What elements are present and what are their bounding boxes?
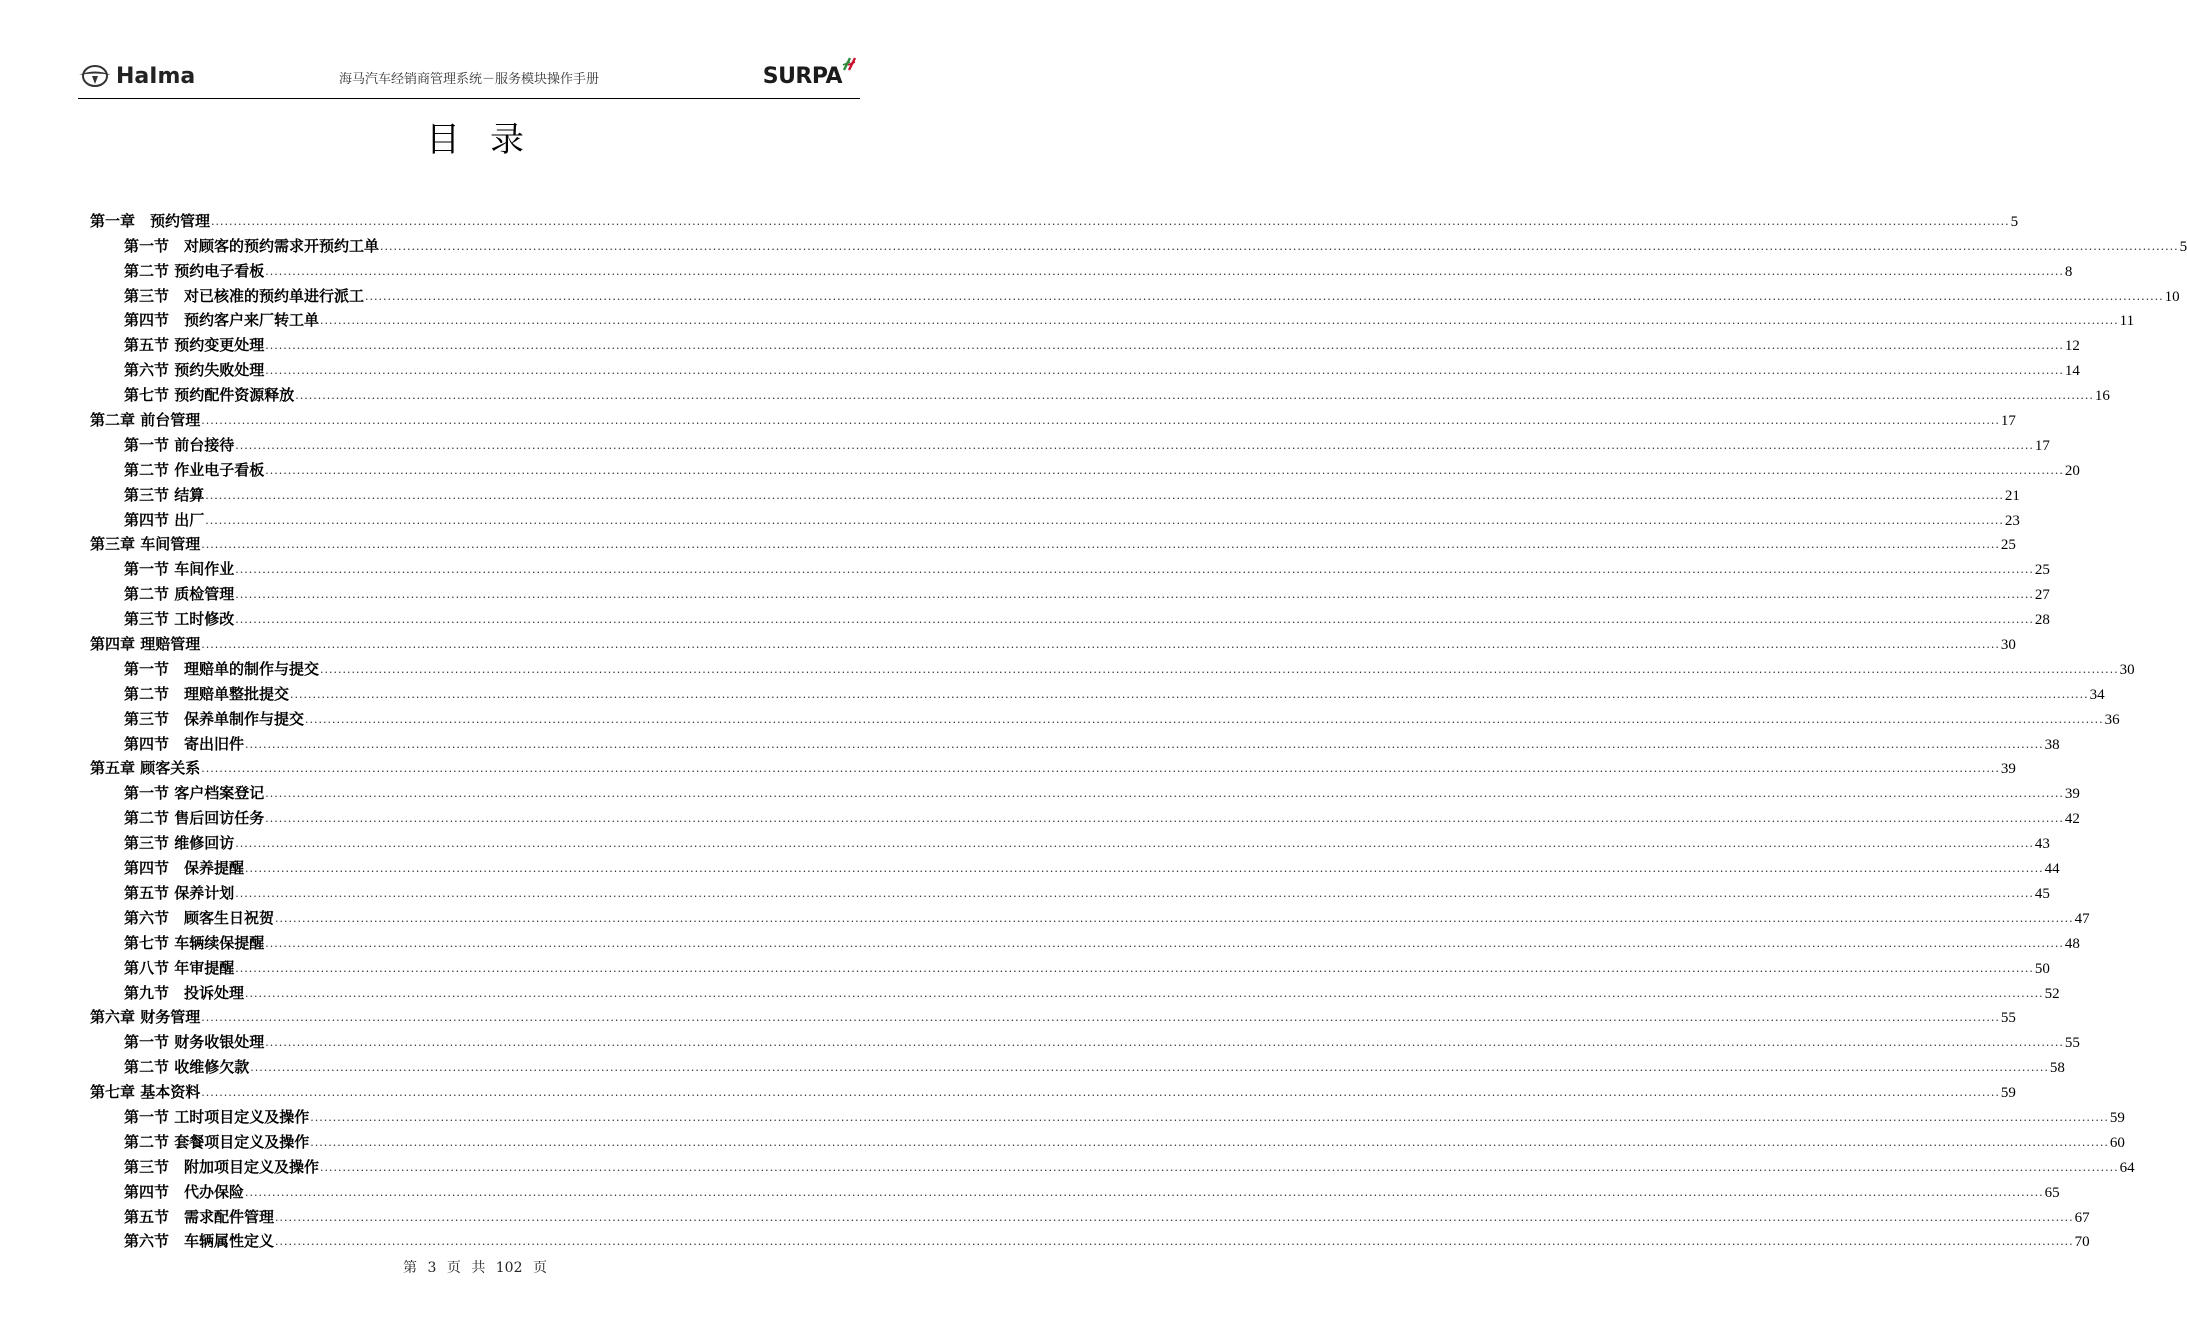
footer-prefix: 第 (403, 1260, 418, 1276)
toc-page-number: 59 (2109, 1109, 2125, 1126)
toc-dot-leader: ................................................................................................................................................................................................................................................................................................................................................................................................................ (245, 986, 2044, 1000)
toc-page-number: 50 (2034, 960, 2050, 977)
toc-section-entry[interactable] (90, 505, 2020, 530)
toc-entry-label: 第二节 理赔单整批提交 (124, 684, 290, 703)
toc-dot-leader: ................................................................................................................................................................................................................................................................................................................................................................................................................ (235, 613, 2034, 627)
toc-page-number: 67 (2074, 1209, 2090, 1226)
toc-section-entry[interactable] (90, 928, 2080, 953)
footer-mid1: 页 (446, 1260, 461, 1276)
toc-section-entry[interactable] (90, 1227, 2090, 1252)
toc-page-number: 25 (2000, 537, 2016, 554)
toc-page-number: 59 (2000, 1085, 2016, 1102)
toc-page-number: 30 (2000, 637, 2016, 654)
toc-section-entry[interactable] (90, 306, 2135, 331)
toc-section-entry[interactable] (90, 1102, 2125, 1127)
toc-entry-label: 第六节 车辆属性定义 (124, 1232, 275, 1251)
toc-entry-label: 第五节 需求配件管理 (124, 1207, 275, 1226)
toc-section-entry[interactable] (90, 480, 2020, 505)
toc-section-entry[interactable] (90, 953, 2050, 978)
toc-dot-leader: ................................................................................................................................................................................................................................................................................................................................................................................................................ (250, 1061, 2049, 1075)
toc-dot-leader: ................................................................................................................................................................................................................................................................................................................................................................................................................ (245, 737, 2044, 751)
footer-total-pages: 102 (495, 1260, 523, 1276)
toc-dot-leader: ................................................................................................................................................................................................................................................................................................................................................................................................................ (305, 712, 2104, 726)
toc-page-number: 28 (2034, 612, 2050, 629)
toc-entry-label: 第六节 预约失败处理 (124, 361, 265, 380)
toc-section-entry[interactable] (90, 430, 2050, 455)
toc-section-entry[interactable] (90, 828, 2050, 853)
toc-page-number: 25 (2034, 562, 2050, 579)
toc-entry-label: 第五节 预约变更处理 (124, 336, 265, 355)
toc-entry-label: 第六章 财务管理 (90, 1008, 201, 1027)
toc-page-number: 34 (2089, 686, 2105, 703)
haima-wordmark: HaIma (116, 63, 196, 89)
toc-section-entry[interactable] (90, 1152, 2135, 1177)
toc-dot-leader: ................................................................................................................................................................................................................................................................................................................................................................................................................ (201, 538, 2000, 552)
surpa-mark-icon (838, 56, 860, 78)
toc-page-number: 39 (2064, 786, 2080, 803)
toc-dot-leader: ................................................................................................................................................................................................................................................................................................................................................................................................................ (295, 389, 2094, 403)
toc-chapter-entry[interactable] (90, 405, 2016, 430)
toc-dot-leader: ................................................................................................................................................................................................................................................................................................................................................................................................................ (245, 1185, 2044, 1199)
toc-entry-label: 第七节 预约配件资源释放 (124, 386, 295, 405)
toc-chapter-entry[interactable] (90, 629, 2016, 654)
toc-entry-label: 第二节 作业电子看板 (124, 460, 265, 479)
toc-dot-leader: ................................................................................................................................................................................................................................................................................................................................................................................................................ (265, 339, 2064, 353)
toc-section-entry[interactable] (90, 1027, 2080, 1052)
toc-entry-label: 第二节 预约电子看板 (124, 261, 265, 280)
toc-page-number: 16 (2094, 388, 2110, 405)
toc-dot-leader: ................................................................................................................................................................................................................................................................................................................................................................................................................ (310, 1135, 2109, 1149)
toc-dot-leader: ................................................................................................................................................................................................................................................................................................................................................................................................................ (265, 364, 2064, 378)
toc-entry-label: 第四节 寄出旧件 (124, 734, 245, 753)
toc-section-entry[interactable] (90, 1127, 2125, 1152)
toc-page-number: 48 (2064, 935, 2080, 952)
toc-entry-label: 第四节 保养提醒 (124, 859, 245, 878)
toc-page-number: 8 (2064, 263, 2073, 280)
toc-entry-label: 第一节 车间作业 (124, 560, 235, 579)
toc-dot-leader: ................................................................................................................................................................................................................................................................................................................................................................................................................ (205, 513, 2004, 527)
toc-page-number: 42 (2064, 811, 2080, 828)
toc-page-number: 23 (2004, 512, 2020, 529)
toc-section-entry[interactable] (90, 380, 2110, 405)
toc-page-number: 17 (2034, 437, 2050, 454)
toc-page-number: 5 (2179, 238, 2187, 255)
toc-section-entry[interactable] (90, 256, 2073, 281)
toc-dot-leader: ................................................................................................................................................................................................................................................................................................................................................................................................................ (201, 414, 2000, 428)
toc-dot-leader: ................................................................................................................................................................................................................................................................................................................................................................................................................ (201, 1011, 2000, 1025)
toc-dot-leader: ................................................................................................................................................................................................................................................................................................................................................................................................................ (265, 1036, 2064, 1050)
toc-dot-leader: ................................................................................................................................................................................................................................................................................................................................................................................................................ (235, 886, 2034, 900)
toc-entry-label: 第三节 保养单制作与提交 (124, 709, 305, 728)
toc-entry-label: 第四节 预约客户来厂转工单 (124, 311, 320, 330)
toc-page-number: 64 (2119, 1159, 2135, 1176)
toc-dot-leader: ................................................................................................................................................................................................................................................................................................................................................................................................................ (235, 837, 2034, 851)
toc-page-number: 14 (2064, 363, 2080, 380)
toc-entry-label: 第二节 收维修欠款 (124, 1058, 250, 1077)
toc-page-number: 55 (2064, 1035, 2080, 1052)
toc-section-entry[interactable] (90, 355, 2080, 380)
toc-page-number: 47 (2074, 910, 2090, 927)
toc-section-entry[interactable] (90, 455, 2080, 480)
toc-dot-leader: ................................................................................................................................................................................................................................................................................................................................................................................................................ (365, 289, 2164, 303)
toc-dot-leader: ................................................................................................................................................................................................................................................................................................................................................................................................................ (310, 1110, 2109, 1124)
toc-entry-label: 第三节 对已核准的预约单进行派工 (124, 286, 365, 305)
toc-page-number: 43 (2034, 836, 2050, 853)
toc-entry-label: 第三章 车间管理 (90, 535, 201, 554)
footer-mid2: 共 (471, 1260, 486, 1276)
toc-entry-label: 第三节 工时修改 (124, 610, 235, 629)
toc-dot-leader: ................................................................................................................................................................................................................................................................................................................................................................................................................ (265, 812, 2064, 826)
toc-section-entry[interactable] (90, 803, 2080, 828)
toc-entry-label: 第五节 保养计划 (124, 883, 235, 902)
toc-entry-label: 第一章 预约管理 (90, 211, 211, 230)
toc-entry-label: 第一节 理赔单的制作与提交 (124, 659, 320, 678)
toc-entry-label: 第七节 车辆续保提醒 (124, 933, 265, 952)
table-of-contents (90, 206, 2187, 1251)
toc-section-entry[interactable] (90, 679, 2105, 704)
toc-section-entry[interactable] (90, 978, 2060, 1003)
toc-section-entry[interactable] (90, 554, 2050, 579)
toc-section-entry[interactable] (90, 281, 2180, 306)
toc-page-number: 36 (2104, 711, 2120, 728)
page-header (78, 58, 860, 98)
toc-dot-leader: ................................................................................................................................................................................................................................................................................................................................................................................................................ (235, 438, 2034, 452)
toc-page-number: 11 (2119, 313, 2135, 330)
toc-dot-leader: ................................................................................................................................................................................................................................................................................................................................................................................................................ (265, 463, 2064, 477)
page-footer (0, 1257, 950, 1277)
toc-section-entry[interactable] (90, 778, 2080, 803)
toc-page-number: 58 (2049, 1060, 2065, 1077)
toc-dot-leader: ................................................................................................................................................................................................................................................................................................................................................................................................................ (265, 936, 2064, 950)
toc-section-entry[interactable] (90, 1202, 2090, 1227)
toc-dot-leader: ................................................................................................................................................................................................................................................................................................................................................................................................................ (205, 488, 2004, 502)
toc-chapter-entry[interactable] (90, 754, 2016, 779)
toc-entry-label: 第九节 投诉处理 (124, 983, 245, 1002)
toc-page-number: 30 (2119, 661, 2135, 678)
toc-chapter-entry[interactable] (90, 530, 2016, 555)
toc-entry-label: 第四节 出厂 (124, 510, 205, 529)
toc-chapter-entry[interactable] (90, 1077, 2016, 1102)
toc-entry-label: 第五章 顾客关系 (90, 759, 201, 778)
toc-entry-label: 第八节 年审提醒 (124, 958, 235, 977)
toc-chapter-entry[interactable] (90, 1003, 2016, 1028)
toc-title: 目录 (426, 120, 554, 160)
toc-dot-leader: ................................................................................................................................................................................................................................................................................................................................................................................................................ (320, 314, 2119, 328)
toc-section-entry[interactable] (90, 604, 2050, 629)
toc-section-entry[interactable] (90, 878, 2050, 903)
toc-dot-leader: ................................................................................................................................................................................................................................................................................................................................................................................................................ (235, 563, 2034, 577)
toc-page-number: 52 (2044, 985, 2060, 1002)
toc-entry-label: 第四节 代办保险 (124, 1182, 245, 1201)
toc-entry-label: 第六节 顾客生日祝贺 (124, 908, 275, 927)
toc-page-number: 60 (2109, 1134, 2125, 1151)
toc-dot-leader: ................................................................................................................................................................................................................................................................................................................................................................................................................ (211, 214, 2010, 228)
toc-entry-label: 第二节 套餐项目定义及操作 (124, 1132, 310, 1151)
toc-page-number: 70 (2074, 1234, 2090, 1251)
footer-current-page: 3 (427, 1260, 437, 1276)
toc-dot-leader: ................................................................................................................................................................................................................................................................................................................................................................................................................ (245, 862, 2044, 876)
toc-dot-leader: ................................................................................................................................................................................................................................................................................................................................................................................................................ (235, 961, 2034, 975)
toc-page-number: 10 (2164, 288, 2180, 305)
toc-page-number: 20 (2064, 462, 2080, 479)
toc-section-entry[interactable] (90, 1052, 2065, 1077)
toc-section-entry[interactable] (90, 729, 2060, 754)
toc-entry-label: 第三节 结算 (124, 485, 205, 504)
toc-page-number: 17 (2000, 413, 2016, 430)
toc-dot-leader: ................................................................................................................................................................................................................................................................................................................................................................................................................ (201, 762, 2000, 776)
toc-entry-label: 第二节 质检管理 (124, 585, 235, 604)
toc-section-entry[interactable] (90, 853, 2060, 878)
toc-dot-leader: ................................................................................................................................................................................................................................................................................................................................................................................................................ (265, 787, 2064, 801)
toc-entry-label: 第三节 附加项目定义及操作 (124, 1157, 320, 1176)
toc-entry-label: 第一节 客户档案登记 (124, 784, 265, 803)
toc-dot-leader: ................................................................................................................................................................................................................................................................................................................................................................................................................ (275, 911, 2074, 925)
toc-page-number: 65 (2044, 1184, 2060, 1201)
toc-dot-leader: ................................................................................................................................................................................................................................................................................................................................................................................................................ (201, 1086, 2000, 1100)
header-divider (78, 98, 860, 99)
toc-section-entry[interactable] (90, 330, 2080, 355)
toc-dot-leader: ................................................................................................................................................................................................................................................................................................................................................................................................................ (320, 1160, 2119, 1174)
footer-suffix: 页 (532, 1260, 547, 1276)
toc-page-number: 12 (2064, 338, 2080, 355)
toc-section-entry[interactable] (90, 579, 2050, 604)
surpa-wordmark: SURPA (762, 64, 842, 89)
toc-page-number: 21 (2004, 487, 2020, 504)
toc-dot-leader: ................................................................................................................................................................................................................................................................................................................................................................................................................ (265, 264, 2064, 278)
toc-section-entry[interactable] (90, 1177, 2060, 1202)
toc-section-entry[interactable] (90, 231, 2187, 256)
toc-dot-leader: ................................................................................................................................................................................................................................................................................................................................................................................................................ (275, 1210, 2074, 1224)
toc-section-entry[interactable] (90, 704, 2120, 729)
toc-section-entry[interactable] (90, 903, 2090, 928)
toc-entry-label: 第三节 维修回访 (124, 834, 235, 853)
toc-dot-leader: ................................................................................................................................................................................................................................................................................................................................................................................................................ (380, 239, 2179, 253)
toc-page-number: 38 (2044, 736, 2060, 753)
toc-dot-leader: ................................................................................................................................................................................................................................................................................................................................................................................................................ (290, 687, 2089, 701)
toc-dot-leader: ................................................................................................................................................................................................................................................................................................................................................................................................................ (275, 1235, 2074, 1249)
toc-page-number: 45 (2034, 885, 2050, 902)
toc-page-number: 5 (2010, 213, 2019, 230)
toc-entry-label: 第二章 前台管理 (90, 411, 201, 430)
toc-page-number: 55 (2000, 1010, 2016, 1027)
toc-entry-label: 第一节 前台接待 (124, 435, 235, 454)
toc-entry-label: 第七章 基本资料 (90, 1083, 201, 1102)
toc-entry-label: 第一节 财务收银处理 (124, 1033, 265, 1052)
toc-page-number: 44 (2044, 861, 2060, 878)
toc-section-entry[interactable] (90, 654, 2135, 679)
toc-entry-label: 第二节 售后回访任务 (124, 809, 265, 828)
toc-dot-leader: ................................................................................................................................................................................................................................................................................................................................................................................................................ (320, 662, 2119, 676)
header-title: 海马汽车经销商管理系统－服务模块操作手册 (338, 72, 599, 87)
toc-page-number: 27 (2034, 587, 2050, 604)
toc-dot-leader: ................................................................................................................................................................................................................................................................................................................................................................................................................ (201, 638, 2000, 652)
toc-page-number: 39 (2000, 761, 2016, 778)
toc-chapter-entry[interactable] (90, 206, 2019, 231)
toc-dot-leader: ................................................................................................................................................................................................................................................................................................................................................................................................................ (235, 588, 2034, 602)
toc-entry-label: 第一节 对顾客的预约需求开预约工单 (124, 236, 380, 255)
toc-entry-label: 第一节 工时项目定义及操作 (124, 1107, 310, 1126)
toc-entry-label: 第四章 理赔管理 (90, 635, 201, 654)
